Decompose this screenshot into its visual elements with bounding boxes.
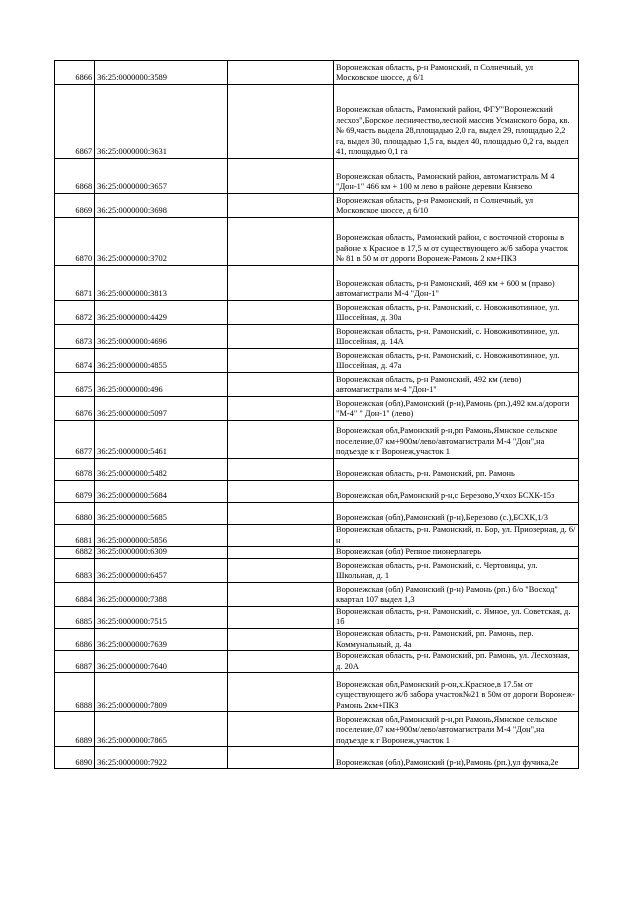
row-number-cell: 6882 bbox=[55, 547, 95, 559]
empty-cell bbox=[227, 349, 333, 373]
table-row bbox=[55, 349, 579, 373]
address-cell: Воронежская область, р-н. Рамонский, с. Новоживотинное, ул. Шоссейная, д. 14А bbox=[334, 325, 579, 349]
table-row bbox=[55, 397, 579, 421]
table-row bbox=[55, 325, 579, 349]
empty-cell bbox=[227, 194, 333, 218]
row-number-cell: 6878 bbox=[55, 459, 95, 481]
cadastral-number-cell: 36:25:0000000:3589 bbox=[95, 61, 228, 85]
row-number-cell: 6874 bbox=[55, 349, 95, 373]
address-cell: Воронежская область, р-н. Рамонский, п. Бор, ул. Приозерная, д. 6/н bbox=[334, 525, 579, 547]
cadastral-number-cell: 36:25:0000000:496 bbox=[95, 373, 228, 397]
row-number-cell: 6884 bbox=[55, 582, 95, 606]
row-number-cell: 6867 bbox=[55, 85, 95, 159]
address-cell: Воронежская область, р-н. Рамонский, рп. Рамонь, ул. Лесхозная, д. 20А bbox=[334, 651, 579, 673]
table-row bbox=[55, 673, 579, 712]
table-row bbox=[55, 651, 579, 673]
row-number-cell: 6869 bbox=[55, 194, 95, 218]
empty-cell bbox=[227, 712, 333, 747]
empty-cell bbox=[227, 397, 333, 421]
row-number-cell: 6872 bbox=[55, 301, 95, 325]
cadastral-number-cell: 36:25:0000000:7809 bbox=[95, 673, 228, 712]
address-cell: Воронежская обл,Рамонский р-он,х.Красное,в 17.5м от существующего ж/б забора участок№21 в 50м от дороги Воронеж-Рамонь 2км+ПКЗ bbox=[334, 673, 579, 712]
row-number-cell: 6887 bbox=[55, 651, 95, 673]
table-row bbox=[55, 547, 579, 559]
table-row bbox=[55, 628, 579, 650]
empty-cell bbox=[227, 266, 333, 301]
address-cell: Воронежская (обл) Рамонский (р-н) Рамонь (рп.) б/о "Восход" квартал 107 выдел 1,3 bbox=[334, 582, 579, 606]
table-row bbox=[55, 747, 579, 769]
address-cell: Воронежская область, р-н. Рамонский, с. Чертовицы, ул. Школьная, д. 1 bbox=[334, 558, 579, 582]
row-number-cell: 6873 bbox=[55, 325, 95, 349]
empty-cell bbox=[227, 421, 333, 459]
empty-cell bbox=[227, 85, 333, 159]
row-number-cell: 6885 bbox=[55, 606, 95, 628]
cadastral-number-cell: 36:25:0000000:7388 bbox=[95, 582, 228, 606]
address-cell: Воронежская (обл),Рамонский (р-н),Березово (с.),БСХК,1/3 bbox=[334, 503, 579, 525]
table-row bbox=[55, 301, 579, 325]
address-cell: Воронежская (обл),Рамонский (р-н),Рамонь (рп.),ул фучика,2е bbox=[334, 747, 579, 769]
row-number-cell: 6889 bbox=[55, 712, 95, 747]
empty-cell bbox=[227, 159, 333, 194]
cadastral-number-cell: 36:25:0000000:4696 bbox=[95, 325, 228, 349]
row-number-cell: 6871 bbox=[55, 266, 95, 301]
address-cell: Воронежская область, р-н Рамонский, 492 км (лево) автомагистрали м-4 "Дон-1" bbox=[334, 373, 579, 397]
cadastral-number-cell: 36:25:0000000:7639 bbox=[95, 628, 228, 650]
table-row bbox=[55, 61, 579, 85]
address-cell: Воронежская область, р-н Рамонский, 469 км + 600 м (право) автомагистрали М-4 "Дон-1" bbox=[334, 266, 579, 301]
address-cell: Воронежская (обл),Рамонский (р-н),Рамонь (рп.),492 км.а/дороги "М-4" " Дон-1" (лево) bbox=[334, 397, 579, 421]
address-cell: Воронежская область, Рамонский район, с восточной стороны в районе х Красное в 17,5 м от существующего ж/б забора участок № 81 в 50 м от дороги Воронеж-Рамонь 2 км+ПКЗ bbox=[334, 218, 579, 266]
address-cell: Воронежская область, р-н. Рамонский, с. Новоживотинное, ул. Шоссейная, д. 30а bbox=[334, 301, 579, 325]
empty-cell bbox=[227, 651, 333, 673]
row-number-cell: 6879 bbox=[55, 481, 95, 503]
table-row bbox=[55, 481, 579, 503]
address-cell: Воронежская область, Рамонский район, ФГУ"Воронежский лесхоз",Борское лесничество,лесной массив Усманского бора, кв. № 69,часть выдела 28,площадью 2,0 га, выдел 29, площадью 2,2 га, выдел 30, площадью 1,5 га, выдел 40, площадью 0,2 га, выдел 41, площадью 0,1 га bbox=[334, 85, 579, 159]
row-number-cell: 6875 bbox=[55, 373, 95, 397]
table-row bbox=[55, 266, 579, 301]
cadastral-number-cell: 36:25:0000000:7640 bbox=[95, 651, 228, 673]
row-number-cell: 6883 bbox=[55, 558, 95, 582]
row-number-cell: 6881 bbox=[55, 525, 95, 547]
table-row bbox=[55, 503, 579, 525]
empty-cell bbox=[227, 481, 333, 503]
cadastral-number-cell: 36:25:0000000:5482 bbox=[95, 459, 228, 481]
empty-cell bbox=[227, 628, 333, 650]
cadastral-number-cell: 36:25:0000000:3657 bbox=[95, 159, 228, 194]
cadastral-number-cell: 36:25:0000000:5461 bbox=[95, 421, 228, 459]
cadastral-number-cell: 36:25:0000000:5856 bbox=[95, 525, 228, 547]
empty-cell bbox=[227, 503, 333, 525]
cadastral-number-cell: 36:25:0000000:3698 bbox=[95, 194, 228, 218]
address-cell: Воронежская область, р-н. Рамонский, рп. Рамонь bbox=[334, 459, 579, 481]
address-cell: Воронежская (обл) Репное пионерлагерь bbox=[334, 547, 579, 559]
table-row bbox=[55, 194, 579, 218]
address-cell: Воронежская обл,Рамонский р-н,рп Рамонь,Ямнское сельское поселение,07 км+900м/лево/автомагистрали М-4 "Дон",на подъезде к г Воронеж,участок 1 bbox=[334, 712, 579, 747]
table-row bbox=[55, 373, 579, 397]
row-number-cell: 6890 bbox=[55, 747, 95, 769]
cadastral-number-cell: 36:25:0000000:5097 bbox=[95, 397, 228, 421]
cadastral-number-cell: 36:25:0000000:7865 bbox=[95, 712, 228, 747]
address-cell: Воронежская обл,Рамонский р-н,с Березово,Учхоз БСХК-15з bbox=[334, 481, 579, 503]
cadastral-number-cell: 36:25:0000000:3631 bbox=[95, 85, 228, 159]
empty-cell bbox=[227, 558, 333, 582]
table-row bbox=[55, 582, 579, 606]
cadastral-number-cell: 36:25:0000000:4855 bbox=[95, 349, 228, 373]
cadastral-number-cell: 36:25:0000000:5685 bbox=[95, 503, 228, 525]
cadastral-number-cell: 36:25:0000000:3702 bbox=[95, 218, 228, 266]
address-cell: Воронежская обл,Рамонский р-н,рп Рамонь,Ямнское сельское поселение,07 км+900м/лево/автомагистрали М-4 "Дон",на подъезде к г Воронеж,участок 1 bbox=[334, 421, 579, 459]
address-cell: Воронежская область, Рамонский район, автомагистраль М 4 "Дон-1" 466 км + 100 м лево в районе деревни Князево bbox=[334, 159, 579, 194]
table-row bbox=[55, 606, 579, 628]
cadastral-number-cell: 36:25:0000000:7515 bbox=[95, 606, 228, 628]
empty-cell bbox=[227, 459, 333, 481]
table-row bbox=[55, 421, 579, 459]
row-number-cell: 6876 bbox=[55, 397, 95, 421]
empty-cell bbox=[227, 301, 333, 325]
empty-cell bbox=[227, 606, 333, 628]
address-cell: Воронежская область, р-н Рамонский, п Солнечный, ул Московское шоссе, д 6/10 bbox=[334, 194, 579, 218]
cadastral-number-cell: 36:25:0000000:6457 bbox=[95, 558, 228, 582]
row-number-cell: 6880 bbox=[55, 503, 95, 525]
table-row bbox=[55, 558, 579, 582]
table-row bbox=[55, 712, 579, 747]
cadastral-number-cell: 36:25:0000000:3813 bbox=[95, 266, 228, 301]
empty-cell bbox=[227, 547, 333, 559]
table-row bbox=[55, 85, 579, 159]
empty-cell bbox=[227, 673, 333, 712]
empty-cell bbox=[227, 373, 333, 397]
registry-table-body bbox=[55, 61, 579, 769]
empty-cell bbox=[227, 218, 333, 266]
row-number-cell: 6886 bbox=[55, 628, 95, 650]
empty-cell bbox=[227, 582, 333, 606]
empty-cell bbox=[227, 61, 333, 85]
row-number-cell: 6870 bbox=[55, 218, 95, 266]
row-number-cell: 6877 bbox=[55, 421, 95, 459]
empty-cell bbox=[227, 525, 333, 547]
address-cell: Воронежская область, р-н Рамонский, п Солнечный, ул Московское шоссе, д 6/1 bbox=[334, 61, 579, 85]
row-number-cell: 6868 bbox=[55, 159, 95, 194]
table-row bbox=[55, 525, 579, 547]
address-cell: Воронежская область, р-н. Рамонский, с. Новоживотинное, ул. Шоссейная, д. 47а bbox=[334, 349, 579, 373]
row-number-cell: 6888 bbox=[55, 673, 95, 712]
table-row bbox=[55, 159, 579, 194]
empty-cell bbox=[227, 747, 333, 769]
cadastral-number-cell: 36:25:0000000:7922 bbox=[95, 747, 228, 769]
registry-table bbox=[54, 60, 579, 769]
address-cell: Воронежская область, р-н. Рамонский, с. Ямное, ул. Советская, д. 1б bbox=[334, 606, 579, 628]
cadastral-number-cell: 36:25:0000000:6309 bbox=[95, 547, 228, 559]
row-number-cell: 6866 bbox=[55, 61, 95, 85]
table-row bbox=[55, 218, 579, 266]
empty-cell bbox=[227, 325, 333, 349]
cadastral-number-cell: 36:25:0000000:4429 bbox=[95, 301, 228, 325]
cadastral-number-cell: 36:25:0000000:5684 bbox=[95, 481, 228, 503]
table-row bbox=[55, 459, 579, 481]
address-cell: Воронежская область, р-н. Рамонский, рп. Рамонь, пер. Коммунальный, д. 4а bbox=[334, 628, 579, 650]
